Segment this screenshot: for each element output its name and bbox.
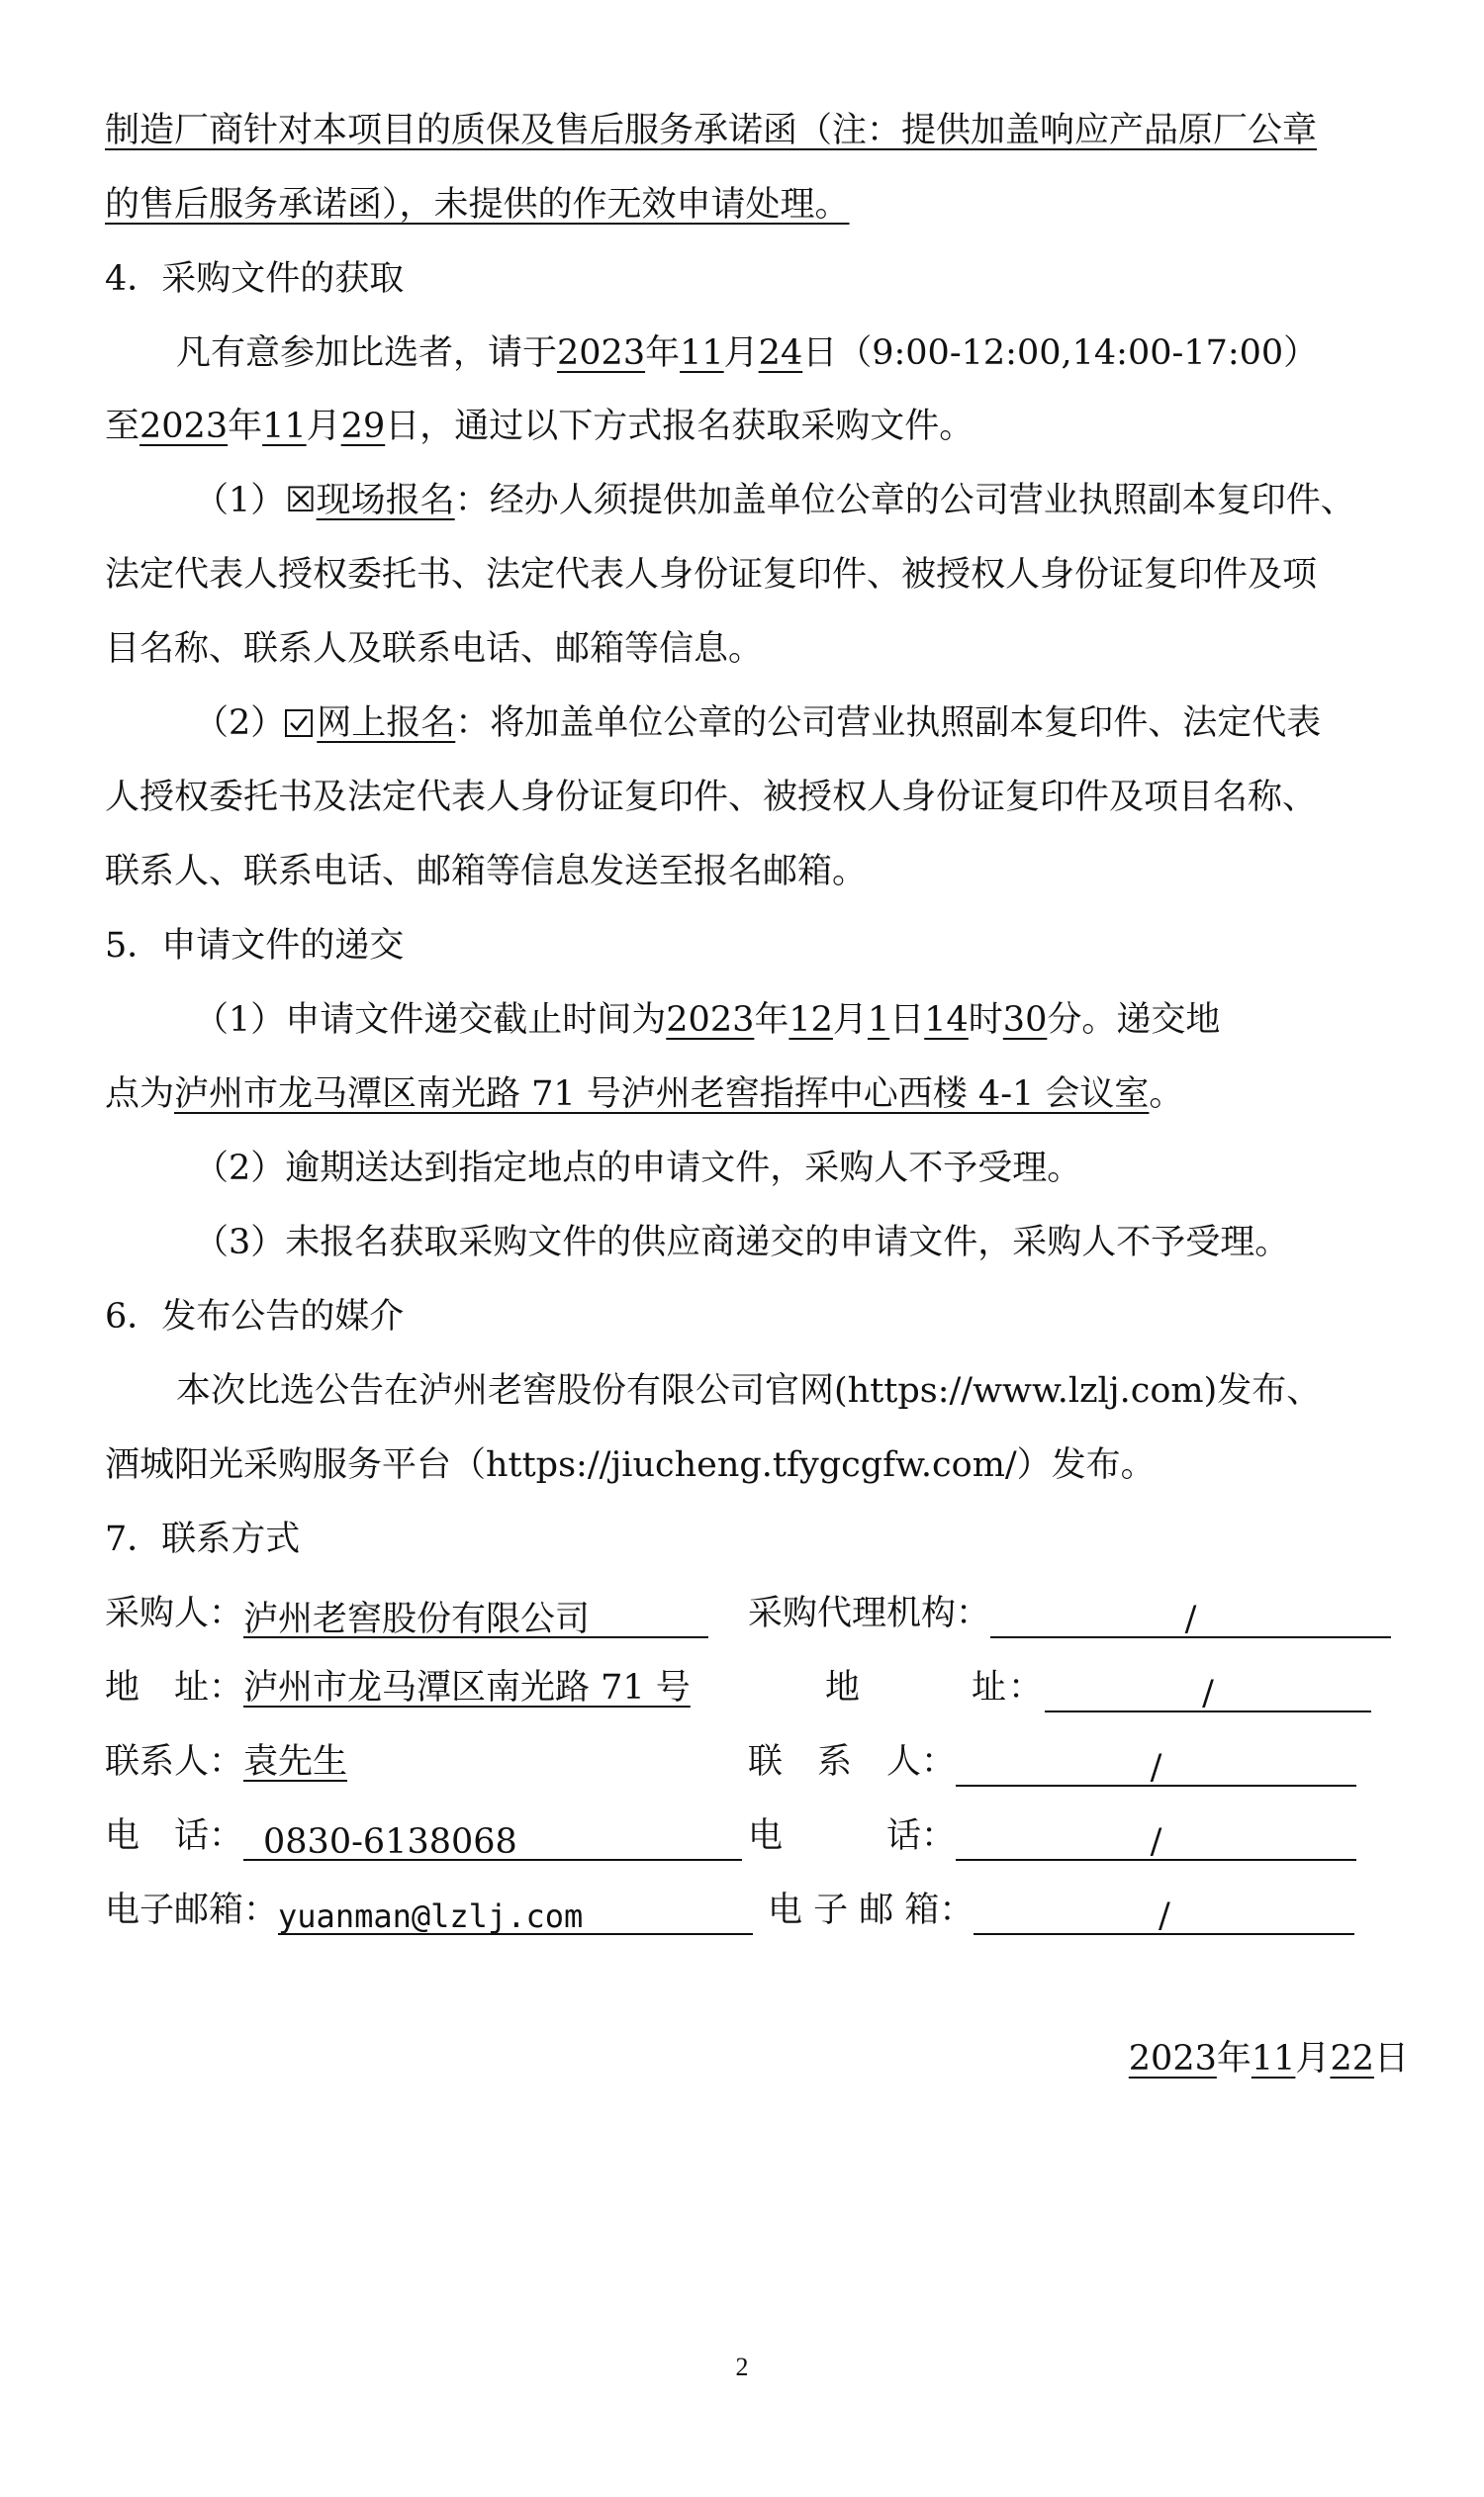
agency (748, 1589, 1391, 1638)
end-day: 29 (340, 407, 386, 446)
option-onsite (194, 476, 1355, 525)
deadline-hour: 14 (924, 1000, 969, 1040)
section-5-item-1-line-2 (105, 1069, 1183, 1119)
section-4-para-1 (176, 328, 1318, 378)
start-day: 24 (758, 333, 803, 373)
phone (105, 1811, 742, 1861)
option-onsite-line-3: 目名称、联系人及联系电话、邮箱等信息。 (105, 629, 764, 669)
agency-email-label: 电 子 邮 箱： (768, 1891, 974, 1930)
section-5-item-1 (194, 995, 1220, 1045)
contact-row-phone (105, 1811, 1411, 1861)
agency-label: 采购代理机构： (748, 1594, 991, 1633)
text: 日（9:00-12:00,14:00-17:00） (802, 333, 1319, 373)
option-online-line-2: 人授权委托书及法定代表人身份证复印件、被授权人身份证复印件及项目名称、 (105, 778, 1318, 817)
crossed-box-icon: ☒ (285, 481, 317, 520)
agency-contact (748, 1737, 1356, 1787)
text: 至 (105, 407, 140, 446)
text: 月 (832, 1000, 868, 1040)
section-4-para-2 (105, 402, 974, 451)
text: 。 (1149, 1074, 1184, 1114)
deadline-year: 2023 (666, 1000, 755, 1040)
phone-label: 电 话： (105, 1816, 244, 1856)
contact-row-contact (105, 1737, 1411, 1787)
deadline-month: 12 (788, 1000, 833, 1040)
option-onsite-line-2: 法定代表人授权委托书、法定代表人身份证复印件、被授权人身份证复印件及项 (105, 555, 1318, 595)
start-year: 2023 (557, 333, 646, 373)
contact-row-address (105, 1663, 1411, 1712)
section-4-heading: 4．采购文件的获取 (105, 259, 405, 299)
deadline-day: 1 (867, 1000, 890, 1040)
option-online (194, 698, 1321, 748)
section-7-heading: 7．联系方式 (105, 1520, 301, 1559)
agency-address-value: / (1045, 1671, 1371, 1712)
date-year: 2023 (1128, 2039, 1217, 2079)
intro-text-1: 制造厂商针对本项目的质保及售后服务承诺函（注：提供加盖响应产品原厂公章 (105, 111, 1318, 150)
agency-contact-value: / (956, 1745, 1356, 1787)
text: 日 (889, 1000, 925, 1040)
page-number: 2 (735, 2353, 749, 2381)
text: 月 (306, 407, 341, 446)
agency-email (768, 1886, 1354, 1935)
address (105, 1663, 691, 1712)
agency-address-label: 地 址： (825, 1668, 1046, 1708)
section-6-para-1: 本次比选公告在泸州老窖股份有限公司官网(https://www.lzlj.com)发布、 (176, 1371, 1322, 1411)
submission-place: 泸州市龙马潭区南光路 71 号泸州老窖指挥中心西楼 4-1 会议室 (174, 1074, 1150, 1114)
date-month: 11 (1251, 2039, 1296, 2079)
option-number: （2） (194, 703, 286, 743)
address-value: 泸州市龙马潭区南光路 71 号 (243, 1668, 691, 1708)
intro-line-2 (105, 180, 850, 230)
end-month: 11 (262, 407, 307, 446)
buyer (105, 1589, 708, 1638)
text: 时 (968, 1000, 1003, 1040)
email-value: yuanman@lzlj.com (278, 1894, 753, 1935)
text: 月 (1295, 2039, 1331, 2079)
contact-row-email (105, 1886, 1411, 1935)
text: 年 (1216, 2039, 1252, 2079)
document-date (1111, 2034, 1409, 2083)
option-text: ：将加盖单位公章的公司营业执照副本复印件、法定代表 (455, 703, 1322, 743)
text: 月 (723, 333, 759, 373)
agency-phone (748, 1811, 1356, 1861)
intro-text-2: 的售后服务承诺函），未提供的作无效申请处理。 (105, 185, 850, 225)
contact-row-buyer (105, 1589, 1411, 1638)
agency-phone-label: 电 话： (748, 1816, 957, 1856)
email (105, 1886, 753, 1935)
contact-label: 联系人： (105, 1742, 244, 1782)
section-5-item-2: （2）逾期送达到指定地点的申请文件，采购人不予受理。 (194, 1149, 1082, 1188)
agency-address (825, 1663, 1371, 1712)
option-text: ：经办人须提供加盖单位公章的公司营业执照副本复印件、 (454, 481, 1355, 520)
deadline-minute: 30 (1002, 1000, 1048, 1040)
section-6-para-2: 酒城阳光采购服务平台（https://jiucheng.tfygcgfw.com/）发布。 (105, 1445, 1156, 1485)
agency-email-value: / (974, 1894, 1354, 1935)
text: 凡有意参加比选者，请于 (176, 333, 558, 373)
option-online-line-3: 联系人、联系电话、邮箱等信息发送至报名邮箱。 (105, 852, 868, 891)
contact-value: 袁先生 (243, 1742, 348, 1782)
option-title: 网上报名 (317, 703, 456, 743)
contact (105, 1737, 347, 1787)
text: 年 (228, 407, 263, 446)
buyer-label: 采购人： (105, 1594, 244, 1633)
option-title: 现场报名 (316, 481, 455, 520)
agency-value: / (990, 1597, 1391, 1638)
intro-line-1 (105, 106, 1317, 155)
start-month: 11 (680, 333, 724, 373)
text: （1）申请文件递交截止时间为 (194, 1000, 667, 1040)
section-5-heading: 5．申请文件的递交 (105, 926, 405, 966)
checked-box-icon (285, 709, 313, 737)
text: 年 (754, 1000, 789, 1040)
section-6-heading: 6．发布公告的媒介 (105, 1297, 405, 1337)
agency-phone-value: / (956, 1819, 1356, 1861)
end-year: 2023 (139, 407, 229, 446)
option-number: （1） (194, 481, 286, 520)
buyer-value: 泸州老窖股份有限公司 (243, 1597, 708, 1638)
agency-contact-label: 联 系 人： (748, 1742, 957, 1782)
text: 日 (1373, 2039, 1409, 2079)
text: 年 (645, 333, 681, 373)
address-label: 地 址： (105, 1668, 244, 1708)
section-5-item-3: （3）未报名获取采购文件的供应商递交的申请文件，采购人不予受理。 (194, 1223, 1290, 1262)
text: 点为 (105, 1074, 175, 1114)
phone-value: 0830-6138068 (243, 1819, 742, 1861)
date-day: 22 (1330, 2039, 1374, 2079)
email-label: 电子邮箱： (105, 1891, 279, 1930)
text: 分。递交地 (1047, 1000, 1221, 1040)
text: 日，通过以下方式报名获取采购文件。 (385, 407, 974, 446)
